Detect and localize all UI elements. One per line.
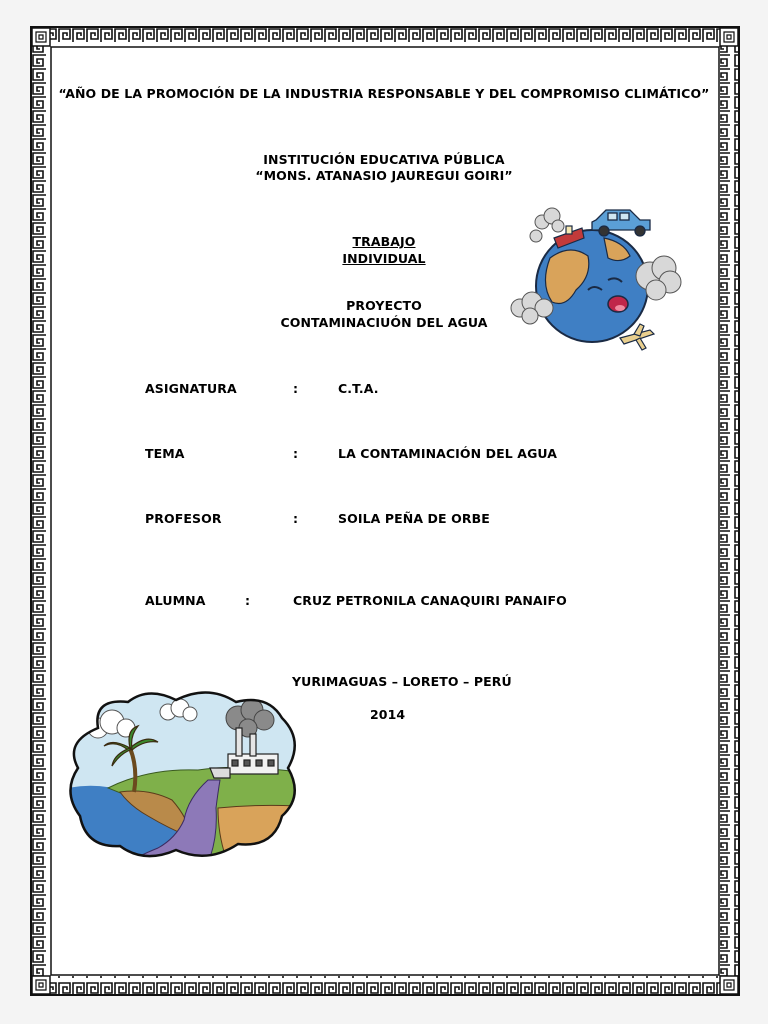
field-label-alumna: ALUMNA bbox=[145, 593, 206, 608]
project-title: CONTAMINACIUÓN DEL AGUA bbox=[280, 315, 488, 330]
field-label-tema: TEMA bbox=[145, 446, 185, 461]
institution-name: “MONS. ATANASIO JAUREGUI GOIRI” bbox=[255, 168, 513, 183]
field-label-profesor: PROFESOR bbox=[145, 511, 222, 526]
field-value-alumna: CRUZ PETRONILA CANAQUIRI PANAIFO bbox=[293, 593, 567, 608]
field-value-asignatura: C.T.A. bbox=[338, 381, 379, 396]
year-line: 2014 bbox=[370, 707, 406, 722]
field-value-profesor: SOILA PEÑA DE ORBE bbox=[338, 511, 490, 526]
location-line: YURIMAGUAS – LORETO – PERÚ bbox=[292, 674, 512, 689]
field-sep-asignatura: : bbox=[293, 381, 299, 396]
field-sep-profesor: : bbox=[293, 511, 299, 526]
work-type-line1: TRABAJO bbox=[352, 234, 416, 249]
field-sep-tema: : bbox=[293, 446, 299, 461]
project-label: PROYECTO bbox=[346, 298, 422, 313]
factory-water-pollution-illustration bbox=[68, 688, 298, 863]
year-motto: “AÑO DE LA PROMOCIÓN DE LA INDUSTRIA RESPONSABLE Y DEL COMPROMISO CLIMÁTICO” bbox=[58, 86, 710, 101]
field-value-tema: LA CONTAMINACIÓN DEL AGUA bbox=[338, 446, 558, 461]
work-type-line2: INDIVIDUAL bbox=[342, 251, 426, 266]
field-sep-alumna: : bbox=[245, 593, 251, 608]
institution-title: INSTITUCIÓN EDUCATIVA PÚBLICA bbox=[263, 152, 505, 167]
field-label-asignatura: ASIGNATURA bbox=[145, 381, 237, 396]
polluted-earth-illustration bbox=[500, 198, 690, 358]
